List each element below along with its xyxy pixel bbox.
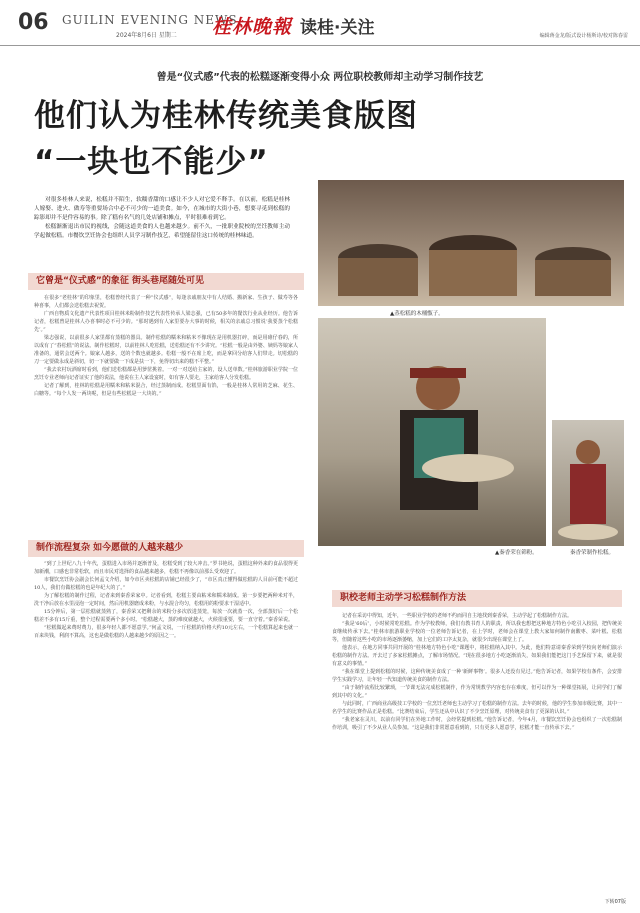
newspaper-english-name: GUILIN EVENING NEWS bbox=[62, 13, 238, 27]
masthead bbox=[0, 0, 640, 46]
section-heading-process: 制作流程复杂 如今愿做的人越来越少 bbox=[28, 540, 304, 557]
article-column-1 bbox=[34, 294, 298, 536]
barrels-illustration bbox=[318, 180, 624, 306]
body-paragraph: 市餐饮烹饪协会副会长何孟文介绍，如今市区卖松糕的店铺已经很少了，“市区真正懂得做松糕的人目前可能不超过10人，我们有做松糕的也是年纪大的了。” bbox=[34, 577, 298, 591]
body-paragraph: “我老家在灵川，以前有同学们在外地工作时，会经常提到松糕。”他告诉记者，今年4月，市餐饮烹饪协会也组织了一次松糕制作培训，吸引了不少从业人员参加。“这是我们非常愿意看到的，只有更多人愿意学，松糕才能一直传承下去。” bbox=[332, 717, 622, 731]
section-heading-ritual: 它曾是“仪式感”的象征 街头巷尾随处可见 bbox=[28, 273, 304, 290]
body-paragraph: “我在课堂上提到松糕的时候，这种传统美食成了一种‘新鲜事物’。很多人还没有见过。”他告诉记者，如果学校有条件，会安排学生实践学习，让年轻一代知道传统美食的制作方法。 bbox=[332, 669, 622, 683]
body-paragraph: 梁志强说，以前很多人家里都有蒸糕的器具。制作松糕的糯米和粘米不像现在是用机器打碎，而是用碓仔舂的，所以成有了“舂松糕”的说法。制作松糕时，以前桂林人吃松糕，送松糕还有不少讲究。“松糕一般是由外婆、姨妈等娘家人准备的，通常会送两个。娘家人越多，送的个数也就越多。松糕一般不在席上吃，而是拿回分给客人们带走。切松糕的刀一定要做永成是斜切，切一下就要做一下成是扶一下，免得切出来的糕不平整。” bbox=[34, 335, 298, 365]
body-paragraph: “由于制作流程比较繁琐，一节课无法完成松糕制作，作为常规教学内容也存在难度，但可以作为一种课堂拓展，让同学们了解到其中的文化。” bbox=[332, 685, 622, 699]
body-paragraph: “我是‘60后’，小时候常吃松糕。作为学校教师，我们有教书育人的职责，所以我也想把这种地方特色小吃引入校园，把传统美食继续传承下去。”桂林市旅游职业学校的一位老师告诉记者，在上学时，老师会在课堂上教大家如何制作南酸枣、菜叶糕、松糕等，但随着这些小吃的市场逐渐萎缩，加上它们的工序太复杂，就很少出现在课堂上了。 bbox=[332, 621, 622, 643]
body-paragraph: 记者在采访中得知，近年，一些职业学校的老师不约而同自主地找到秦香荣，主动学起了松糕制作方法。 bbox=[342, 613, 573, 619]
editor-credits: 编辑蒋金龙/版式设计杨斯诗/校对陈春雷 bbox=[539, 33, 628, 39]
body-paragraph: “松糕做起来费时费力，很多年轻人都不愿意学。”何孟文说，一斤松糕的价格大约10元左右，一个松糕算起来也就一百来块钱，利润不算高，这也是做松糕的人越来越少的原因之一。 bbox=[34, 625, 298, 639]
headline-line-1: 他们认为桂林传统美食版图 bbox=[34, 98, 418, 134]
lead-paragraph: 松糕渐渐退出市民的视线，会随这道美食的人也越来越少。前不久，一批职业院校的烹饪教师主动学起做松糕。市餐饮烹饪协会也组织人员学习制作技艺，希望能留住这口传统的桂林味道。 bbox=[34, 224, 290, 239]
body-paragraph: 为了解松糕的制作过程，记者来到秦香荣家中。记者看到，松糕主要由粘米和糯米制成。第一步要把两种米对半，洗干净后放在水里浸泡一定时间，然后用机器磨成米粉，与水混合均匀，松糕用的粉要求干湿适中。 bbox=[34, 593, 298, 607]
headline-line-2: “一块也不能少” bbox=[34, 144, 269, 180]
body-paragraph: 广西自物质文化遗产代表性项目桂林米粉制作技艺代表性传承人梁志强，已有50多年的餐饮行业从业经历。他告诉记者，松糕曾是桂林人办喜事时必不可少的。“那时遇到有人家里要办大事的时候，相关的亲戚总习惯说‘我要蒸个松糕先’。” bbox=[34, 311, 298, 333]
vendor-illustration bbox=[552, 420, 624, 546]
page-number: 06 bbox=[18, 10, 49, 35]
lead-paragraph: 对很多桂林人来说，松糕并不陌生，软糯香甜的口感让不少人对它爱不释手。在以前，松糕是桂林人嫁娶、进火、做寿等重要场合中必不可少的一道美食。如今，在城市的大街小巷，想要寻觅到松糕的踪影却并不是件容易的事。除了糕有名气的几处店铺和摊点，平时很难看到它。 bbox=[34, 197, 290, 221]
issue-date: 2024年8月6日 星期二 bbox=[116, 32, 177, 39]
article-lead bbox=[34, 196, 290, 241]
body-paragraph: 与此同时，广西商业高级技工学校的一位烹饪老师也主动学习了松糕的制作方法。去年的时候，他的学生参加市级比赛，其中一名学生的比赛作品正是松糕。“比赛结束后，学生还从中认识了不少烹饪原理，对传统美食有了更深的认识。” bbox=[332, 701, 622, 715]
photo-making-songgao bbox=[552, 420, 624, 546]
body-paragraph: 记者了解到，桂林的松糕是用糯米和粘米混合，经过蒸制而成。松糕里面有馅，一般是桂林人常用的芝麻、花生、白糖等。“每个人发一两块呢，但是有些松糕是一大块的。” bbox=[34, 383, 298, 397]
article-column-2 bbox=[34, 560, 298, 905]
vendor-illustration bbox=[318, 318, 546, 546]
photo-caption: ▲蒸松糕的木桶甑子。 bbox=[390, 311, 444, 317]
body-paragraph: “我去农村玩酒席时看到，他们送松糕都是用箩筐挑着。一对一对送给主家的，设人送单数。”桂林旅游职业学院一位烹饪专业老师向记者证实了他的说法，他说在主人家设宴时，如有客人要走，主家给客人分发松糕。 bbox=[34, 367, 298, 381]
continued-on-page-note[interactable]: 下转07版 bbox=[604, 899, 626, 905]
photo-caption: 秦香荣制作松糕。 bbox=[570, 550, 615, 556]
body-paragraph: 他表示，在地方同事共同开展的“桂林地方特色小吃”课题中，将松糕纳入其中。为此，他们特意请秦香荣到学校向老师们演示松糕的制作方法。开去过了多家松糕摊点，了解市场情况。“现在很多地方小吃逐渐消失，如果我们能把这门手艺保留下来，就是很有意义的事情。” bbox=[332, 645, 622, 667]
photo-sifting-flour bbox=[318, 318, 546, 546]
article-column-3 bbox=[332, 612, 622, 902]
body-paragraph: “到了上世纪八九十年代，蛋糕进入市场并逐渐普及，松糕受到了较大冲击。”罗书艳说，蛋糕这种外来的食品很得更加新潮，口感也非常松软，而且市民对选择的食品越来越多，松糕不再像以前那么受欢迎了。 bbox=[34, 561, 298, 575]
body-paragraph: 在很多“老桂林”的印象里，松糕曾经代表了一种“仪式感”，每逢亲戚朋友中有人结婚、搬新家、生孩子、做寿等各种喜事，人们都会送松糕去祝贺。 bbox=[34, 295, 298, 309]
section-title: 读桂·关注 bbox=[300, 18, 375, 38]
section-heading-teachers: 职校老师主动学习松糕制作方法 bbox=[332, 590, 622, 607]
body-paragraph: 15分钟后，第一层松糕就蒸熟了，秦香荣又把剩余的米粉分多次放进蒸笼，每放一次就蒸一次，全部蒸好后一个松糕差不多有15斤重，整个过程需要两个多小时。“松糕越大，蒸的难度就越大，火候很重要，要一直守着。”秦香荣说。 bbox=[34, 609, 298, 623]
newspaper-logo: 桂林晚報 bbox=[212, 16, 293, 38]
photo-caption: ▲秦香荣在筛粉。 bbox=[495, 550, 538, 556]
article-kicker: 曾是“仪式感”代表的松糕逐渐变得小众 两位职校教师却主动学习制作技艺 bbox=[156, 72, 484, 83]
photo-steaming-barrels bbox=[318, 180, 624, 306]
